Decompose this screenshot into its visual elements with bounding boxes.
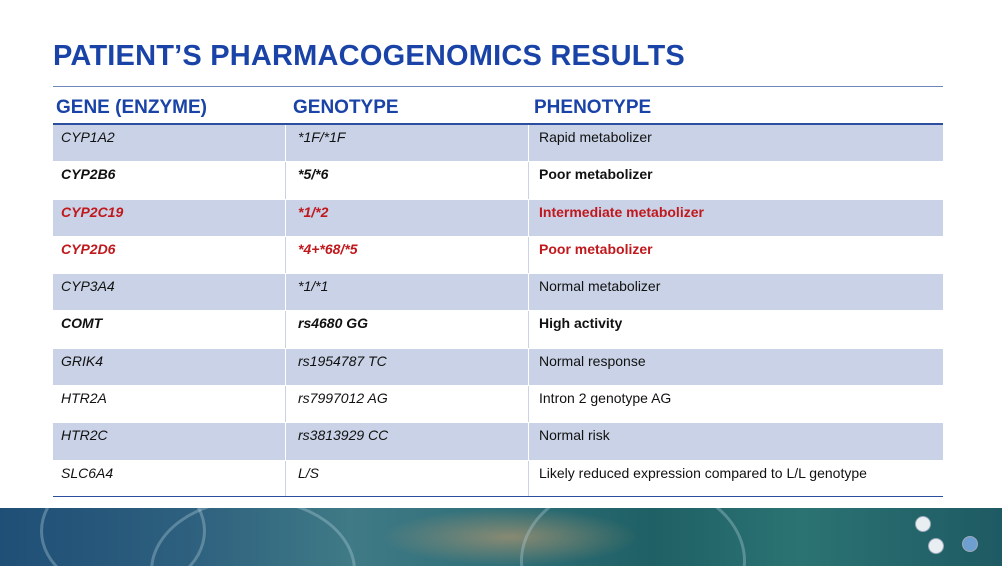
pill-icon (962, 536, 978, 552)
table-row (53, 386, 943, 423)
pill-icon (915, 516, 931, 532)
gene-cell: SLC6A4 (53, 461, 286, 497)
table-row (53, 461, 943, 498)
genotype-cell: *1F/*1F (286, 125, 529, 161)
genotype-cell: rs3813929 CC (286, 423, 529, 459)
genotype-cell: rs4680 GG (286, 311, 529, 347)
table-row (53, 349, 943, 386)
genotype-cell: rs1954787 TC (286, 349, 529, 385)
genotype-cell: *1/*2 (286, 200, 529, 236)
table-row (53, 311, 943, 348)
table-row (53, 200, 943, 237)
gene-cell: CYP2D6 (53, 237, 286, 273)
column-header-gene: GENE (ENZYME) (56, 96, 207, 118)
dna-arc-icon (520, 508, 746, 566)
table-body (53, 125, 943, 498)
phenotype-cell: Normal response (539, 352, 646, 369)
genotype-cell: rs7997012 AG (286, 386, 529, 422)
genotype-cell: *5/*6 (286, 162, 529, 198)
genotype-cell: L/S (286, 461, 529, 497)
results-table (53, 92, 943, 498)
phenotype-cell: Poor metabolizer (539, 240, 653, 257)
table-row (53, 125, 943, 162)
table-row (53, 423, 943, 460)
genotype-cell: *4+*68/*5 (286, 237, 529, 273)
phenotype-cell: Poor metabolizer (539, 166, 653, 183)
table-header (53, 92, 943, 125)
gene-cell: CYP2B6 (53, 162, 286, 198)
column-header-genotype: GENOTYPE (293, 96, 399, 118)
pill-icon (928, 538, 944, 554)
phenotype-cell: High activity (539, 315, 623, 332)
gene-cell: HTR2A (53, 386, 286, 422)
gene-cell: CYP2C19 (53, 200, 286, 236)
genotype-cell: *1/*1 (286, 274, 529, 310)
gene-cell: CYP3A4 (53, 274, 286, 310)
phenotype-cell: Likely reduced expression compared to L/L genotype (539, 464, 867, 481)
table-bottom-divider (53, 496, 943, 497)
phenotype-cell: Rapid metabolizer (539, 129, 652, 145)
phenotype-cell: Normal metabolizer (539, 278, 661, 295)
phenotype-cell: Intermediate metabolizer (539, 203, 704, 220)
phenotype-cell: Normal risk (539, 427, 610, 444)
title-divider (53, 86, 943, 87)
gene-cell: COMT (53, 311, 286, 347)
decorative-footer-banner (0, 508, 1002, 566)
page-title: PATIENT’S PHARMACOGENOMICS RESULTS (53, 40, 685, 72)
column-header-phenotype: PHENOTYPE (534, 96, 652, 118)
table-row (53, 274, 943, 311)
gene-cell: HTR2C (53, 423, 286, 459)
gene-cell: GRIK4 (53, 349, 286, 385)
table-row (53, 237, 943, 274)
phenotype-cell: Intron 2 genotype AG (539, 390, 672, 407)
table-row (53, 162, 943, 199)
gene-cell: CYP1A2 (53, 125, 286, 161)
